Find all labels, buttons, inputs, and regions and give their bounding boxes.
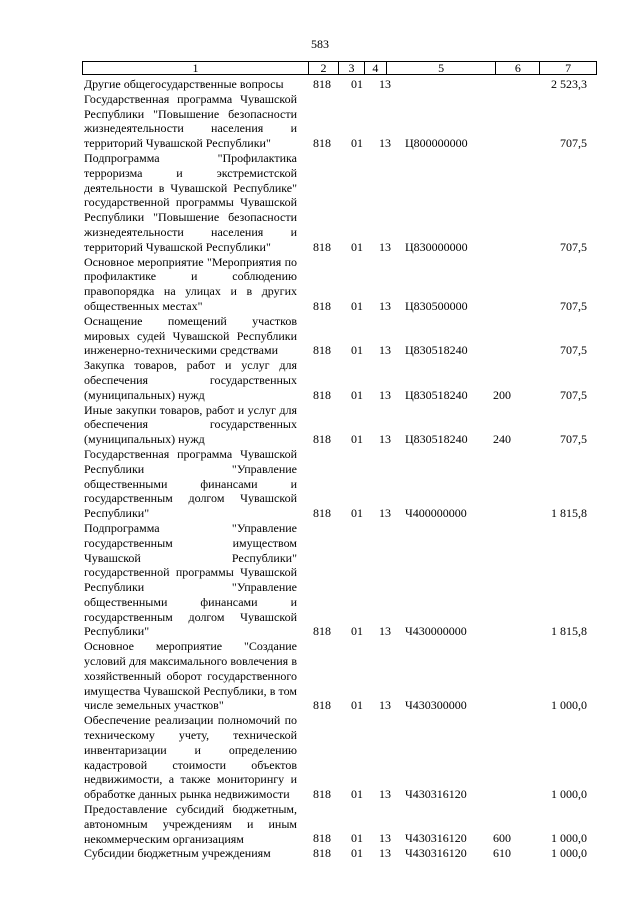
- ministry-code: 818: [313, 698, 331, 713]
- ministry-code: 818: [313, 624, 331, 639]
- target-article-code: Ц830518240: [405, 431, 468, 446]
- subsection-code: 13: [379, 76, 391, 91]
- ministry-code: 818: [313, 505, 331, 520]
- row-description: Другие общегосударственные вопросы: [84, 77, 284, 91]
- section-code: 01: [351, 624, 363, 639]
- ministry-code: 818: [313, 343, 331, 358]
- amount-value: 1 000,0: [551, 787, 587, 802]
- target-article-code: Ц830518240: [405, 343, 468, 358]
- amount-value: 707,5: [560, 343, 587, 358]
- target-article-code: Ц830500000: [405, 298, 468, 313]
- section-code: 01: [351, 298, 363, 313]
- amount-value: 707,5: [560, 239, 587, 254]
- amount-value: 1 815,8: [551, 624, 587, 639]
- ministry-code: 818: [313, 239, 331, 254]
- row-description: Иные закупки товаров, работ и услуг для обеспечения государственных (муниципальных) нужд: [84, 402, 297, 447]
- ministry-code: 818: [313, 135, 331, 150]
- ministry-code: 818: [313, 846, 331, 861]
- section-code: 01: [351, 846, 363, 861]
- subsection-code: 13: [379, 831, 391, 846]
- table-row: [84, 639, 594, 713]
- table-row: [84, 358, 594, 402]
- ministry-code: 818: [313, 298, 331, 313]
- subsection-code: 13: [379, 698, 391, 713]
- row-description: Подпрограмма "Управление государственным имуществом Чувашской Республики" государственной программы Чувашской Республики "Управление общественными финансами и государственным долгом Чувашской Республики": [84, 520, 297, 639]
- row-description: Предоставление субсидий бюджетным, автономным учреждениям и иным некоммерческим организациям: [84, 802, 297, 846]
- row-description: Основное мероприятие "Создание условий для максимального вовлечения в хозяйственный оборот государственного имущества Чувашской Республики, в том числе земельных участков": [84, 639, 297, 713]
- table-row: [84, 846, 594, 861]
- amount-value: 707,5: [560, 298, 587, 313]
- row-description: Государственная программа Чувашской Республики "Управление общественными финансами и государственным долгом Чувашской Республики": [84, 446, 297, 521]
- table-row: [84, 77, 594, 92]
- section-code: 01: [351, 343, 363, 358]
- table-row: [84, 447, 594, 521]
- section-code: 01: [351, 431, 363, 446]
- expense-type-code: 600: [493, 831, 511, 846]
- row-description: Закупка товаров, работ и услуг для обеспечения государственных (муниципальных) нужд: [84, 358, 297, 402]
- target-article-code: Ч430300000: [405, 698, 467, 713]
- page-number: 583: [311, 37, 329, 51]
- header-col-7: 7: [539, 62, 596, 74]
- target-article-code: Ч430316120: [405, 787, 467, 802]
- section-code: 01: [351, 505, 363, 520]
- section-code: 01: [351, 831, 363, 846]
- table-row: [84, 713, 594, 802]
- row-description: Основное мероприятие "Мероприятия по профилактике и соблюдению правопорядка на улицах и в других общественных местах": [84, 254, 297, 313]
- section-code: 01: [351, 239, 363, 254]
- amount-value: 707,5: [560, 387, 587, 402]
- target-article-code: Ч430316120: [405, 846, 467, 861]
- header-col-6: 6: [495, 62, 539, 74]
- subsection-code: 13: [379, 431, 391, 446]
- subsection-code: 13: [379, 135, 391, 150]
- target-article-code: Ч400000000: [405, 505, 467, 520]
- table-row: [84, 521, 594, 639]
- amount-value: 2 523,3: [551, 76, 587, 91]
- amount-value: 707,5: [560, 431, 587, 446]
- expense-type-code: 240: [493, 431, 511, 446]
- amount-value: 1 000,0: [551, 698, 587, 713]
- table-row: [84, 151, 594, 255]
- row-description: Обеспечение реализации полномочий по техническому учету, технической инвентаризации и определению кадастровой стоимости объектов недвижимости, а также мониторингу и обработке данных рынка недвижимости: [84, 713, 297, 802]
- table-header: [82, 61, 597, 75]
- header-col-5: 5: [386, 62, 496, 74]
- row-description: Подпрограмма "Профилактика терроризма и экстремистской деятельности в Чувашской Республике" государственной программы Чувашской Республики "Повышение безопасности жизнедеятельности населения и территорий Чувашской Республики": [84, 150, 297, 254]
- ministry-code: 818: [313, 787, 331, 802]
- target-article-code: Ц830000000: [405, 239, 468, 254]
- subsection-code: 13: [379, 343, 391, 358]
- header-col-4: 4: [364, 62, 386, 74]
- subsection-code: 13: [379, 505, 391, 520]
- target-article-code: Ч430316120: [405, 831, 467, 846]
- row-description: Государственная программа Чувашской Республики "Повышение безопасности жизнедеятельности населения и территорий Чувашской Республики": [84, 91, 297, 151]
- amount-value: 1 000,0: [551, 846, 587, 861]
- budget-table-body: [84, 77, 594, 861]
- section-code: 01: [351, 387, 363, 402]
- ministry-code: 818: [313, 831, 331, 846]
- amount-value: 1 000,0: [551, 831, 587, 846]
- subsection-code: 13: [379, 239, 391, 254]
- row-description: Субсидии бюджетным учреждениям: [84, 846, 271, 861]
- expense-type-code: 610: [493, 846, 511, 861]
- ministry-code: 818: [313, 431, 331, 446]
- header-col-1: 1: [192, 61, 199, 75]
- section-code: 01: [351, 76, 363, 91]
- section-code: 01: [351, 787, 363, 802]
- subsection-code: 13: [379, 298, 391, 313]
- ministry-code: 818: [313, 387, 331, 402]
- table-row: [84, 314, 594, 358]
- table-row: [84, 255, 594, 314]
- subsection-code: 13: [379, 387, 391, 402]
- subsection-code: 13: [379, 624, 391, 639]
- table-row: [84, 802, 594, 846]
- subsection-code: 13: [379, 846, 391, 861]
- target-article-code: Ч430000000: [405, 624, 467, 639]
- row-description: Оснащение помещений участков мировых судей Чувашской Республики инженерно-техническими средствами: [84, 313, 297, 358]
- table-row: [84, 403, 594, 447]
- target-article-code: Ц800000000: [405, 135, 468, 150]
- expense-type-code: 200: [493, 387, 511, 402]
- ministry-code: 818: [313, 76, 331, 91]
- section-code: 01: [351, 135, 363, 150]
- target-article-code: Ц830518240: [405, 387, 468, 402]
- subsection-code: 13: [379, 787, 391, 802]
- section-code: 01: [351, 698, 363, 713]
- amount-value: 1 815,8: [551, 505, 587, 520]
- amount-value: 707,5: [560, 135, 587, 150]
- header-col-3: 3: [338, 62, 364, 74]
- header-col-2: 2: [308, 62, 338, 74]
- table-row: [84, 92, 594, 151]
